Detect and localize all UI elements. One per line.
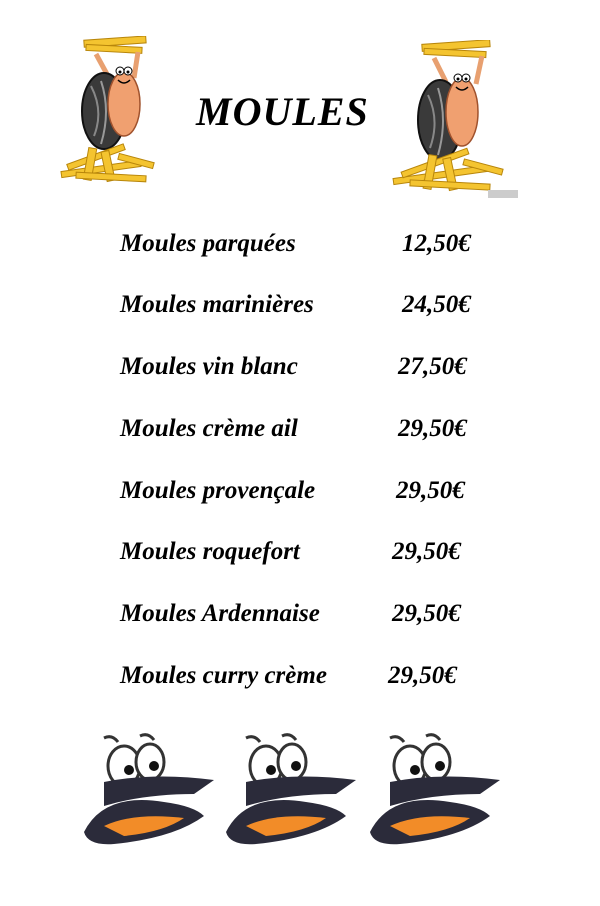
- menu-item-price: 12,50€: [402, 230, 471, 257]
- menu-item-price: 29,50€: [392, 600, 461, 627]
- menu-item-price: 27,50€: [398, 353, 467, 380]
- menu-item-name: Moules parquées: [120, 230, 296, 257]
- menu-item-name: Moules vin blanc: [120, 353, 298, 380]
- menu-item-price: 24,50€: [402, 291, 471, 318]
- menu-item-price: 29,50€: [396, 477, 465, 504]
- menu-item-name: Moules Ardennaise: [120, 600, 320, 627]
- cartoon-mussel-icon: [216, 732, 366, 852]
- menu-item-name: Moules curry crème: [120, 662, 327, 689]
- menu-item-name: Moules roquefort: [120, 538, 300, 565]
- mussel-fries-mascot-icon: [56, 36, 156, 186]
- menu-item-price: 29,50€: [398, 415, 467, 442]
- cartoon-mussel-icon: [74, 732, 224, 852]
- mussel-fries-mascot-icon: [388, 40, 523, 200]
- cartoon-mussel-icon: [360, 732, 510, 852]
- menu-item-price: 29,50€: [392, 538, 461, 565]
- menu-item-name: Moules provençale: [120, 477, 316, 504]
- page-title: MOULES: [196, 89, 369, 134]
- menu-item-price: 29,50€: [388, 662, 457, 689]
- menu-item-name: Moules crème ail: [120, 415, 298, 442]
- menu-item-name: Moules marinières: [120, 291, 314, 318]
